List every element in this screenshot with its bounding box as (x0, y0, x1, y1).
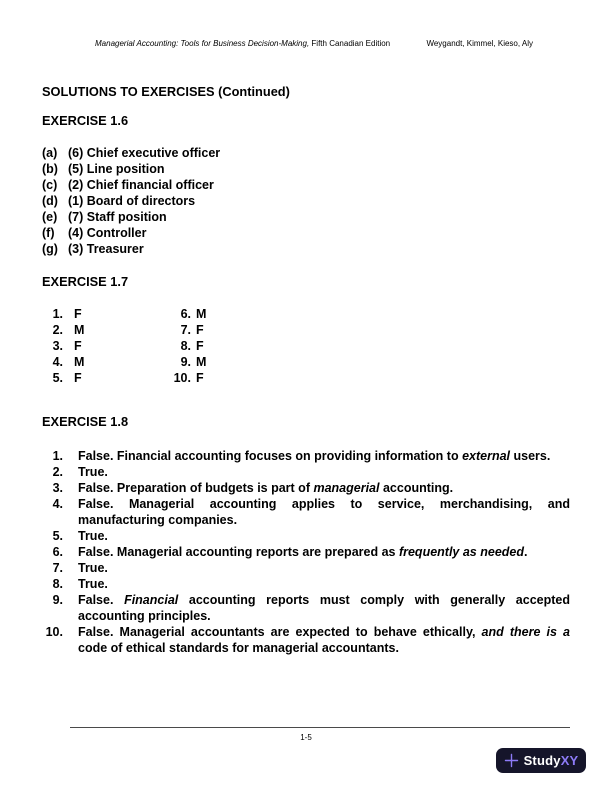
exercise-1-8-item (42, 624, 570, 656)
exercise-1-8-list (42, 448, 570, 656)
item-answer: (6) Chief executive officer (68, 146, 221, 160)
exercise-1-6-heading: EXERCISE 1.6 (42, 113, 129, 128)
row-answer-left: F (74, 339, 82, 353)
text-run: . (524, 545, 528, 559)
item-text (78, 448, 570, 464)
text-run: accounting. (379, 481, 454, 495)
item-text (78, 624, 570, 656)
item-label: (d) (42, 194, 58, 208)
row-number-right: 9. (180, 355, 191, 369)
exercise-1-8-item (42, 496, 570, 528)
row-answer-right: F (196, 371, 204, 385)
row-answer-left: F (74, 307, 82, 321)
item-text (78, 576, 570, 592)
item-number: 9. (52, 593, 63, 607)
text-run: False. Managerial accounting applies to service, merchandising, and (78, 497, 570, 511)
row-number-right: 6. (180, 307, 191, 321)
exercise-1-8-item (42, 544, 570, 560)
item-text-line (78, 608, 570, 624)
text-run: accounting principles. (78, 609, 211, 623)
item-answer: (4) Controller (68, 226, 147, 240)
text-run: False. Managerial accounting reports are prepared as (78, 545, 399, 559)
item-text-line (78, 624, 570, 640)
exercise-1-7-row (42, 354, 206, 370)
studyxy-watermark (496, 748, 586, 773)
exercise-1-6-item (42, 241, 220, 257)
exercise-1-8-item (42, 576, 570, 592)
text-run: manufacturing companies. (78, 513, 238, 527)
text-run: False. Preparation of budgets is part of (78, 481, 314, 495)
text-run: False. Financial accounting focuses on providing information to (78, 449, 463, 463)
item-number: 10. (45, 625, 63, 639)
row-answer-left: F (74, 371, 82, 385)
exercise-1-6-item (42, 225, 220, 241)
italic-run: and there is a (481, 625, 570, 639)
exercise-1-8-heading: EXERCISE 1.8 (42, 414, 129, 429)
item-answer: (2) Chief financial officer (68, 178, 214, 192)
text-run: users. (510, 449, 551, 463)
item-text-line (78, 576, 570, 592)
item-answer: (1) Board of directors (68, 194, 196, 208)
item-label: (g) (42, 242, 58, 256)
row-number-left: 4. (52, 355, 63, 369)
item-number: 2. (52, 465, 63, 479)
brand-name-primary: Study (523, 753, 561, 768)
item-answer: (5) Line position (68, 162, 165, 176)
exercise-1-8-item (42, 592, 570, 624)
item-text-line (78, 448, 570, 464)
row-number-left: 2. (52, 323, 63, 337)
exercise-1-7-heading: EXERCISE 1.7 (42, 274, 129, 289)
row-answer-right: M (196, 307, 207, 321)
item-number: 8. (52, 577, 63, 591)
item-number: 6. (52, 545, 63, 559)
text-run: False. Managerial accountants are expected to behave ethically, (78, 625, 482, 639)
item-label: (f) (42, 226, 55, 240)
exercise-1-8-item (42, 480, 570, 496)
row-answer-left: M (74, 323, 85, 337)
item-label: (a) (42, 146, 58, 160)
item-label: (e) (42, 210, 58, 224)
solutions-heading: SOLUTIONS TO EXERCISES (Continued) (42, 84, 290, 99)
exercise-1-6-item (42, 177, 220, 193)
row-number-right: 7. (180, 323, 191, 337)
row-answer-right: F (196, 339, 204, 353)
item-number: 7. (52, 561, 63, 575)
item-text-line (78, 640, 570, 656)
exercise-1-8-item (42, 528, 570, 544)
exercise-1-7-row (42, 338, 206, 354)
text-run: True. (78, 561, 108, 575)
exercise-1-8-item (42, 448, 570, 464)
brand-name (524, 754, 579, 767)
exercise-1-8-item (42, 560, 570, 576)
text-run: False. (78, 593, 125, 607)
item-text-line (78, 464, 570, 480)
item-text (78, 560, 570, 576)
row-number-left: 3. (52, 339, 63, 353)
text-run: True. (78, 465, 108, 479)
footer-rule (70, 727, 570, 728)
item-text-line (78, 560, 570, 576)
row-answer-right: M (196, 355, 207, 369)
exercise-1-6-item (42, 193, 220, 209)
item-label: (c) (42, 178, 58, 192)
page-header (95, 39, 533, 49)
text-run: code of ethical standards for managerial accountants. (78, 641, 399, 655)
row-number-left: 5. (52, 371, 63, 385)
item-number: 3. (52, 481, 63, 495)
item-answer: (3) Treasurer (68, 242, 144, 256)
exercise-1-7-row (42, 370, 206, 386)
page-number: 1-5 (300, 733, 312, 742)
italic-run: Financial (124, 593, 179, 607)
text-run: True. (78, 577, 108, 591)
text-run: accounting reports must comply with generally accepted (178, 593, 570, 607)
item-number: 1. (52, 449, 63, 463)
item-text-line (78, 496, 570, 512)
exercise-1-6-item (42, 145, 220, 161)
item-text (78, 496, 570, 528)
exercise-1-6-item (42, 161, 220, 177)
exercise-1-6-item (42, 209, 220, 225)
italic-run: external (462, 449, 511, 463)
item-label: (b) (42, 162, 58, 176)
italic-run: frequently as needed (398, 545, 524, 559)
text-run: True. (78, 529, 108, 543)
item-text (78, 464, 570, 480)
item-text-line (78, 544, 570, 560)
row-answer-left: M (74, 355, 85, 369)
item-text (78, 528, 570, 544)
authors: Weygandt, Kimmel, Kieso, Aly (426, 39, 533, 48)
item-text-line (78, 592, 570, 608)
brand-name-accent: XY (560, 753, 579, 768)
book-title-edition: Fifth Canadian Edition (309, 39, 391, 48)
exercise-1-8-item (42, 464, 570, 480)
exercise-1-6-list (42, 145, 220, 257)
italic-run: managerial (313, 481, 380, 495)
row-number-left: 1. (52, 307, 63, 321)
book-title-italic: Managerial Accounting: Tools for Business Decision-Making, (95, 39, 310, 48)
row-number-right: 8. (180, 339, 191, 353)
exercise-1-7-table (42, 306, 206, 386)
exercise-1-7-row (42, 306, 206, 322)
item-answer: (7) Staff position (68, 210, 167, 224)
item-text-line (78, 528, 570, 544)
row-number-right: 10. (173, 371, 191, 385)
item-text (78, 544, 570, 560)
row-answer-right: F (196, 323, 204, 337)
item-number: 4. (52, 497, 63, 511)
book-title (95, 39, 390, 49)
item-text-line (78, 480, 570, 496)
plus-icon (504, 753, 519, 768)
item-text (78, 592, 570, 624)
item-text-line (78, 512, 570, 528)
exercise-1-7-row (42, 322, 206, 338)
item-number: 5. (52, 529, 63, 543)
item-text (78, 480, 570, 496)
